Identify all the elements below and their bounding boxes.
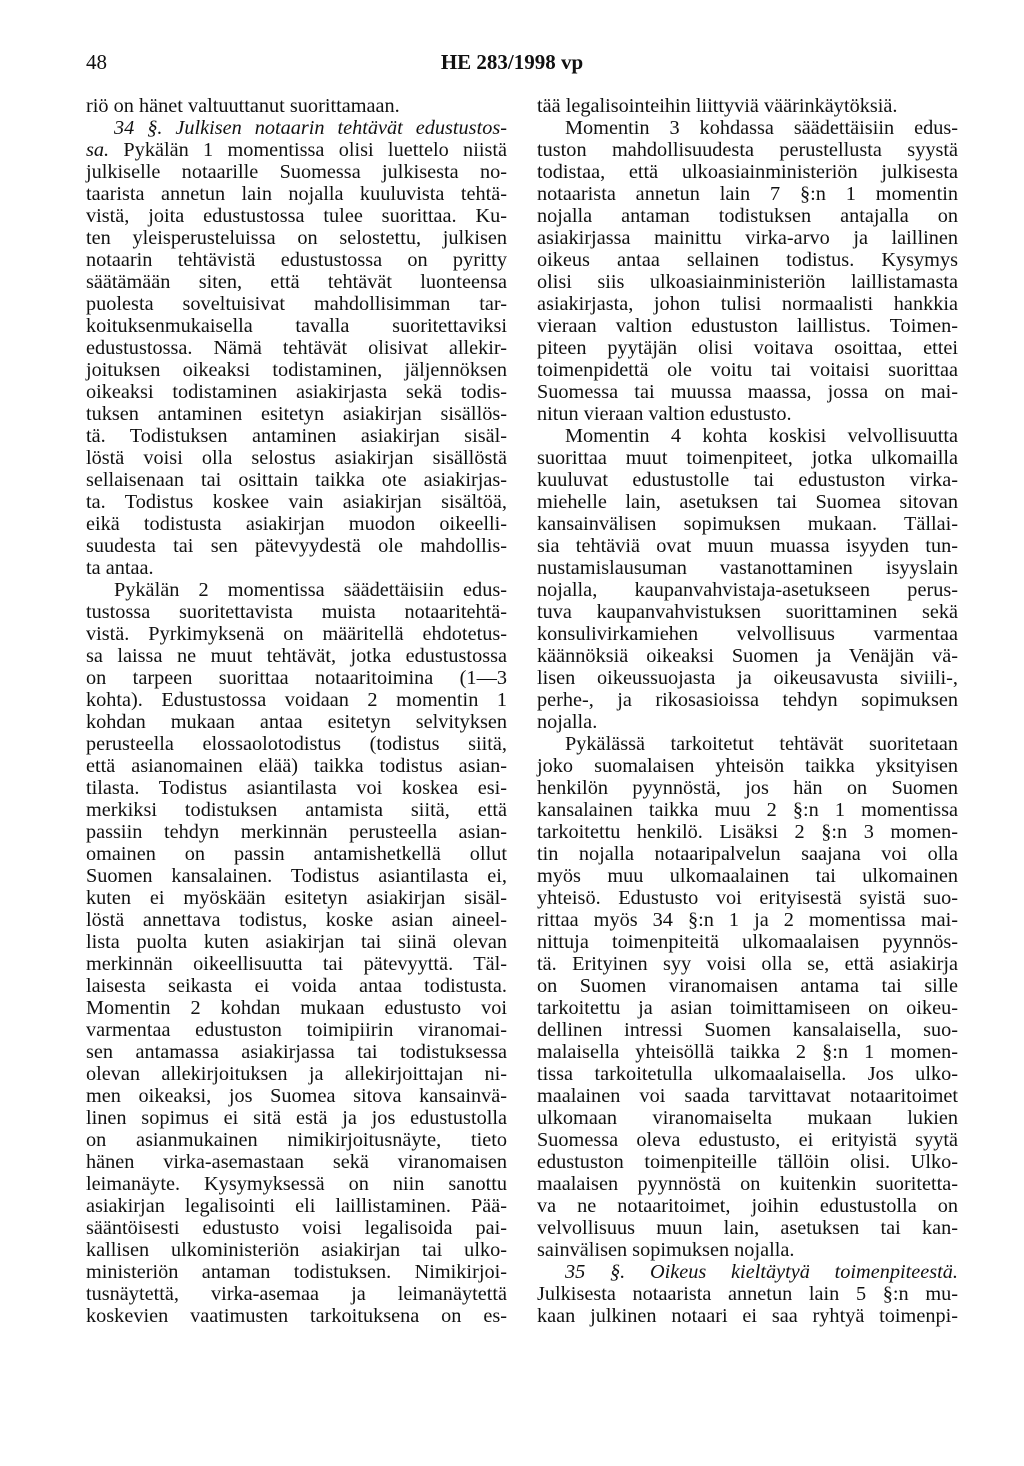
text-line: linen sopimus ei sitä estä ja jos edustustolla	[86, 1107, 507, 1129]
text-line: merkiksi todistuksen antamista siitä, että	[86, 799, 507, 821]
document-title: HE 283/1998 vp	[440, 50, 584, 74]
text-line: nojalla, kaupanvahvistaja-asetukseen perus-	[537, 579, 958, 601]
text-line: säätämään siten, että tehtävät luonteensa	[86, 271, 507, 293]
text-line: on Suomen viranomaisen antama tai sille	[537, 975, 958, 997]
text-line: eikä todistusta asiakirjan muodon oikeelli-	[86, 513, 507, 535]
text-line: todistaa, että ulkoasiainministeriön julkisesta	[537, 161, 958, 183]
text-line: edustuston toimenpiteille tällöin olisi. Ulko-	[537, 1151, 958, 1173]
text-line: Momentin 4 kohta koskisi velvollisuutta	[565, 425, 958, 447]
text-line: lista puolta kuten asiakirjan tai siinä olevan	[86, 931, 507, 953]
text-line: sääntöisesti edustusto voisi legalisoida pai-	[86, 1217, 507, 1239]
text-line: henkilön pyynnöstä, jos hän on Suomen	[537, 777, 958, 799]
text-line: suorittaa muut toimenpiteet, jotka ulkomailla	[537, 447, 958, 469]
text-line: kuuluvat edustustolle tai edustuston virka-	[537, 469, 958, 491]
text-line: käännöksiä oikeaksi Suomen ja Venäjän vä-	[537, 645, 958, 667]
text-line: ulkomaan viranomaiselta mukaan lukien	[537, 1107, 958, 1129]
text-line: dellinen intressi Suomen kansalaisella, suo-	[537, 1019, 958, 1041]
text-line: on asianmukainen nimikirjoitusnäyte, tieto	[86, 1129, 507, 1151]
text-line: maalainen voi saada tarvittavat notaaritoimet	[537, 1085, 958, 1107]
text-line: tarkoitettu ja asian toimittamiseen on oikeu-	[537, 997, 958, 1019]
text-line: Pykälän 2 momentissa säädettäisiin edus-	[114, 579, 507, 601]
text-line: perhe-, ja rikosasioissa tehdyn sopimuksen	[537, 689, 958, 711]
text-line: sia tehtäviä ovat muun muassa isyyden tun-	[537, 535, 958, 557]
text-line: varmentaa edustuston toimipiirin viranomai-	[86, 1019, 507, 1041]
text-line: toimenpidettä ole voitu tai voitaisi suorittaa	[537, 359, 958, 381]
text-line: passiin tehdyn merkinnän perusteella asian-	[86, 821, 507, 843]
text-line: men oikeaksi, jos Suomea sitova kansainvä-	[86, 1085, 507, 1107]
text-line: tilasta. Todistus asiantilasta voi koskea esi-	[86, 777, 507, 799]
text-line: piteen pyytäjän olisi voitava osoittaa, ettei	[537, 337, 958, 359]
text-line: kuten ei myöskään esitetyn asiakirjan sisäl-	[86, 887, 507, 909]
page-number: 48	[86, 50, 107, 74]
text-line: Pykälässä tarkoitetut tehtävät suoritetaan	[565, 733, 958, 755]
text-line: vistä, joita edustustossa tulee suorittaa. Ku-	[86, 205, 507, 227]
text-line: tuksen antaminen esitetyn asiakirjan sisällös-	[86, 403, 507, 425]
text-line: koskevien vaatimusten tarkoituksena on es-	[86, 1305, 507, 1327]
text-line: tä. Todistuksen antaminen asiakirjan sisäl-	[86, 425, 507, 447]
text-line: olisi siis ulkoasiainministeriön laillistamasta	[537, 271, 958, 293]
text-line: nojalla.	[537, 711, 598, 733]
text-line: kallisen ulkoministeriön asiakirjan tai ulko-	[86, 1239, 507, 1261]
text-line: notaarista annetun lain 7 §:n 1 momentin	[537, 183, 958, 205]
text-line: nittuja toimenpiteitä ulkomaalaisen pyynnös-	[537, 931, 958, 953]
text-line: oikeus antaa sellainen todistus. Kysymys	[537, 249, 958, 271]
text-line: tuston mahdollisuudesta perustellusta syystä	[537, 139, 958, 161]
left-text-column	[86, 95, 507, 1327]
text-line: Momentin 3 kohdassa säädettäisiin edus-	[565, 117, 958, 139]
text-line: joituksen oikeaksi todistaminen, jäljennöksen	[86, 359, 507, 381]
italic-heading: sa.	[86, 139, 110, 161]
text-line: suudesta tai sen pätevyydestä ole mahdollis-	[86, 535, 507, 557]
text-line: ta antaa.	[86, 557, 154, 579]
text-line: että asianomainen elää) taikka todistus asian-	[86, 755, 507, 777]
text-line: nitun vieraan valtion edustusto.	[537, 403, 792, 425]
text-line: va ne notaaritoimet, joihin edustustolla on	[537, 1195, 958, 1217]
text-line: asiakirjassa mainittu virka-arvo ja laillinen	[537, 227, 958, 249]
text-line: joko suomalaisen yhteisön taikka yksityisen	[537, 755, 958, 777]
italic-heading: 35 §. Oikeus kieltäytyä toimenpiteestä.	[565, 1261, 958, 1283]
text-line: perusteella elossaolotodistus (todistus siitä,	[86, 733, 507, 755]
text-line: olevan allekirjoituksen ja allekirjoittajan ni-	[86, 1063, 507, 1085]
text-line: löstä voisi olla selostus asiakirjan sisällöstä	[86, 447, 507, 469]
right-text-column	[537, 95, 958, 1327]
text-line: Suomessa tai muussa maassa, jossa on mai-	[537, 381, 958, 403]
text-line: riö on hänet valtuuttanut suorittamaan.	[86, 95, 400, 117]
text-line: tuva kaupanvahvistuksen suorittaminen sekä	[537, 601, 958, 623]
text-line: nustamislausuman vastanottaminen isyyslain	[537, 557, 958, 579]
text-line: tää legalisointeihin liittyviä väärinkäytöksiä.	[537, 95, 898, 117]
text-line: lisen oikeussuojasta ja oikeusavusta siviili-,	[537, 667, 958, 689]
text-line: merkinnän oikeellisuutta tai pätevyyttä. Täl-	[86, 953, 507, 975]
text-line: tustossa suoritettavista muista notaaritehtä-	[86, 601, 507, 623]
text-line: ta. Todistus koskee vain asiakirjan sisältöä,	[86, 491, 507, 513]
text-line: ministeriön antaman todistuksen. Nimikirjoi-	[86, 1261, 507, 1283]
text-line: ten yleisperusteluissa on selostettu, julkisen	[86, 227, 507, 249]
text-line: on tarpeen suorittaa notaaritoimina (1—3	[86, 667, 507, 689]
text-line: laisesta seikasta ei voida antaa todistusta.	[86, 975, 507, 997]
text-line: vistä. Pyrkimyksenä on määritellä ehdotetus-	[86, 623, 507, 645]
text-line: sa. Pykälän 1 momentissa olisi luettelo niistä	[86, 139, 507, 161]
text-line: hänen virka-asemastaan sekä viranomaisen	[86, 1151, 507, 1173]
text-line: tusnäytettä, virka-asemaa ja leimanäytettä	[86, 1283, 507, 1305]
text-line: kansainvälisen sopimuksen mukaan. Tällai-	[537, 513, 958, 535]
text-line: julkiselle notaarille Suomessa julkisesta no-	[86, 161, 507, 183]
text-line: taarista annetun lain nojalla kuuluvista tehtä-	[86, 183, 507, 205]
text-line: malaisella yhteisöllä taikka 2 §:n 1 momen-	[537, 1041, 958, 1063]
text-line: maalaisen pyynnöstä on kuitenkin suoritetta-	[537, 1173, 958, 1195]
text-line: yhteisö. Edustusto voi erityisestä syistä suo-	[537, 887, 958, 909]
text-line: sa laissa ne muut tehtävät, jotka edustustossa	[86, 645, 507, 667]
text-line: Suomen kansalainen. Todistus asiantilasta ei,	[86, 865, 507, 887]
text-line: tarkoitettu henkilö. Lisäksi 2 §:n 3 momen-	[537, 821, 958, 843]
text-line: tissa tarkoitetulla ulkomaalaisella. Jos ulko-	[537, 1063, 958, 1085]
text-line: velvollisuus muun lain, asetuksen tai kan-	[537, 1217, 958, 1239]
italic-heading: 34 §. Julkisen notaarin tehtävät edustustos-	[114, 117, 507, 139]
text-line: sainvälisen sopimuksen nojalla.	[537, 1239, 795, 1261]
text-line: nojalla antaman todistuksen antajalla on	[537, 205, 958, 227]
text-line: omainen on passin antamishetkellä ollut	[86, 843, 507, 865]
text-line: puolesta soveltuisivat mahdollisimman tar-	[86, 293, 507, 315]
text-line: Julkisesta notaarista annetun lain 5 §:n mu-	[537, 1283, 958, 1305]
text-line: kohta). Edustustossa voidaan 2 momentin 1	[86, 689, 507, 711]
text-line: löstä annettava todistus, koske asian aineel-	[86, 909, 507, 931]
text-line: notaarin tehtävistä edustustossa on pyritty	[86, 249, 507, 271]
text-line: vieraan valtion edustuston laillistus. Toimen-	[537, 315, 958, 337]
text-line: sellaisenaan tai osittain taikka ote asiakirjas-	[86, 469, 507, 491]
text-line: asiakirjan legalisointi eli laillistaminen. Pää-	[86, 1195, 507, 1217]
text-line: oikeaksi todistaminen asiakirjasta sekä todis-	[86, 381, 507, 403]
text-line: sen antamassa asiakirjassa tai todistuksessa	[86, 1041, 507, 1063]
text-line	[537, 1261, 958, 1283]
text-line: leimanäyte. Kysymyksessä on niin sanottu	[86, 1173, 507, 1195]
text-line: kaan julkinen notaari ei saa ryhtyä toimenpi-	[537, 1305, 958, 1327]
text-line: rittaa myös 34 §:n 1 ja 2 momentissa mai-	[537, 909, 958, 931]
text-line: konsulivirkamiehen velvollisuus varmentaa	[537, 623, 958, 645]
text-line: asiakirjasta, johon tulisi normaalisti hankkia	[537, 293, 958, 315]
text-line: myös muu ulkomaalainen tai ulkomainen	[537, 865, 958, 887]
text-line: tä. Erityinen syy voisi olla se, että asiakirja	[537, 953, 958, 975]
text-line	[86, 117, 507, 139]
text-line: miehelle lain, asetuksen tai Suomea sitovan	[537, 491, 958, 513]
text-line: Momentin 2 kohdan mukaan edustusto voi	[86, 997, 507, 1019]
text-line: Suomessa oleva edustusto, ei erityistä syytä	[537, 1129, 958, 1151]
text-line: koituksenmukaisella tavalla suoritettaviksi	[86, 315, 507, 337]
text-line: tin nojalla notaaripalvelun saajana voi olla	[537, 843, 958, 865]
text-line: kohdan mukaan antaa esitetyn selvityksen	[86, 711, 507, 733]
text-line: kansalainen taikka muu 2 §:n 1 momentissa	[537, 799, 958, 821]
text-line: edustustossa. Nämä tehtävät olisivat allekir-	[86, 337, 507, 359]
